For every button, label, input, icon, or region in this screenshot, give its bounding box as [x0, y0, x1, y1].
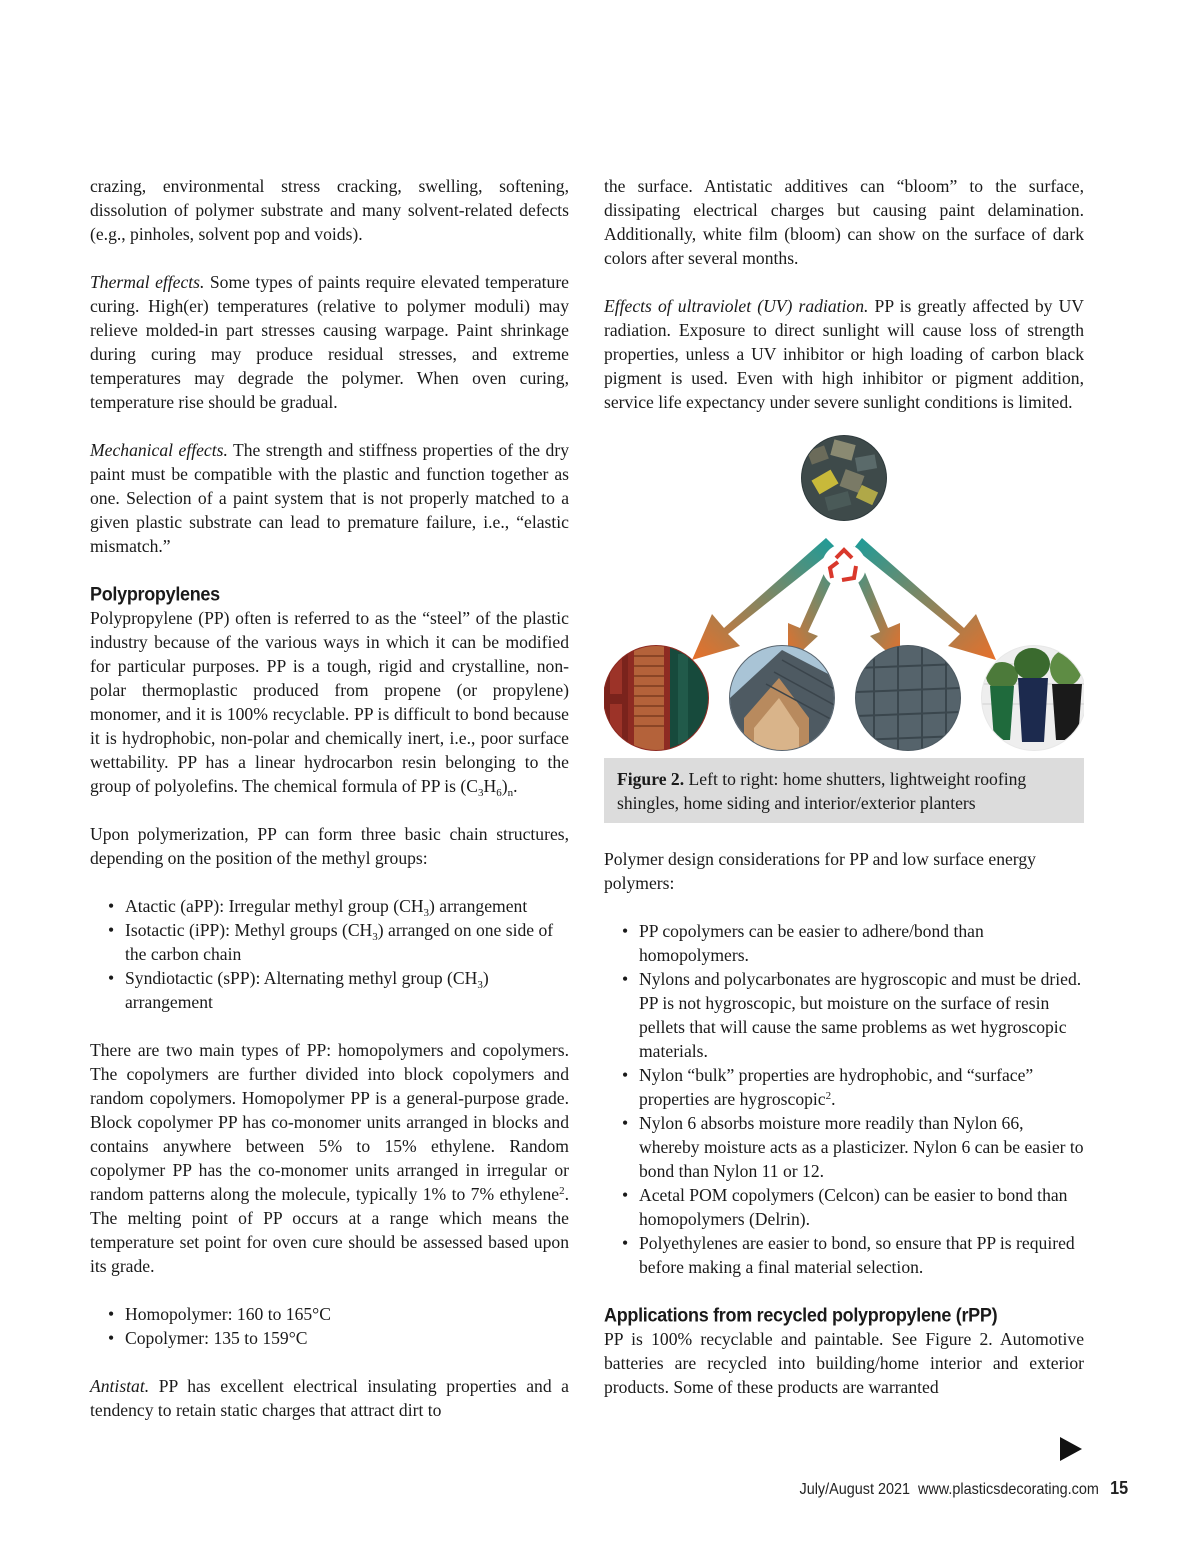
list-item [125, 918, 569, 966]
uv-effects-paragraph [604, 294, 1084, 414]
formula-sub-n: n [507, 787, 514, 799]
continue-arrow-icon[interactable] [1058, 1435, 1084, 1463]
list-item: • Homopolymer: 160 to 165°C [125, 1302, 569, 1326]
figure-caption-text: Left to right: home shutters, lightweight roofing shingles, home siding and interior/exterior planters [617, 769, 1027, 813]
list-item: • Copolymer: 135 to 159°C [125, 1326, 569, 1350]
siding-texture [856, 646, 960, 750]
figure-caption [604, 758, 1084, 823]
list-item-text: ) arrangement [125, 968, 489, 1012]
rpp-heading: Applications from recycled polypropylene (rPP) [604, 1304, 998, 1326]
list-item-sub: 3 [477, 979, 483, 991]
uv-effects-body: PP is greatly affected by UV radiation. Exposure to direct sunlight will cause loss of strength properties, unless a UV inhibitor or high loading of carbon black pigment is used. Even with high inhibitor or pigment addition, service life expectancy under severe sunlight conditions is limited. [604, 296, 1084, 412]
antistat-continued-paragraph: the surface. Antistatic additives can “bloom” to the surface, dissipating electrical charges but causing paint delamination. Additionally, white film (bloom) can show on the surface of dark colors after several months. [604, 176, 1084, 268]
mechanical-effects-paragraph [90, 438, 569, 558]
chain-structure-list [90, 894, 569, 1014]
formula-sub-c: 3 [477, 787, 484, 799]
list-item-text-end: . [831, 1089, 836, 1109]
melting-point-list [90, 1302, 569, 1350]
recycling-diagram [604, 428, 1084, 758]
pp-types-paragraph [90, 1038, 569, 1278]
thermal-effects-lead: Thermal effects. [90, 272, 205, 292]
polymerization-paragraph: Upon polymerization, PP can form three basic chain structures, depending on the position of the methyl groups: [90, 824, 569, 868]
list-item [125, 966, 569, 1014]
rpp-paragraph: PP is 100% recyclable and paintable. See Figure 2. Automotive batteries are recycled into building/home interior and exterior products. Some of these products are warranted [604, 1329, 1084, 1397]
antistat-lead: Antistat. [90, 1376, 150, 1396]
design-considerations-list [604, 919, 1084, 1279]
left-column [90, 174, 569, 1446]
reference-sup: 2 [825, 1090, 832, 1102]
figure-label: Figure 2. [617, 769, 685, 789]
formula-sub-h: 6 [496, 787, 502, 799]
pp-types-text: There are two main types of PP: homopolymers and copolymers. The copolymers are further divided into block copolymers and random copolymers. Homopolymer PP is a general-purpose grade. Block copolymer PP has co-monomer units arranged in blocks and contains anywhere between 5% to 15% ethylene. Random copolymer PP has the co-monomer units arranged in irregular or random patterns along the molecule, typically 1% to 7% ethylene [90, 1040, 569, 1204]
website-link[interactable]: www.plasticsdecorating.com [917, 1481, 1099, 1498]
batteries-texture [802, 436, 886, 520]
list-item-text: Atactic (aPP): Irregular methyl group (CH [125, 896, 424, 916]
page-number: 15 [1109, 1478, 1128, 1498]
list-item: • PP copolymers can be easier to adhere/bond than homopolymers. [639, 919, 1084, 967]
list-item: • Acetal POM copolymers (Celcon) can be easier to bond than homopolymers (Delrin). [639, 1183, 1084, 1231]
list-item-sub: 3 [372, 931, 378, 943]
pp-types-text-end: . The melting point of PP occurs at a range which means the temperature set point for oven cure should be assessed based upon its grade. [90, 1184, 569, 1276]
list-item: • Nylon 6 absorbs moisture more readily than Nylon 66, whereby moisture acts as a plasticizer. Nylon 6 can be easier to bond than Nylon 11 or 12. [639, 1111, 1084, 1183]
list-item [639, 1063, 1084, 1111]
list-item-text: Isotactic (iPP): Methyl groups (CH [125, 920, 373, 940]
formula-h: H [483, 776, 497, 796]
formula-close: ) [501, 776, 508, 796]
thermal-effects-paragraph [90, 270, 569, 414]
antistat-body: PP has excellent electrical insulating properties and a tendency to retain static charges that attract dirt to [90, 1376, 569, 1420]
page-footer [799, 1478, 1128, 1499]
issue-date: July/August 2021 [799, 1481, 910, 1498]
list-item-sub: 3 [423, 907, 430, 919]
list-item-text: Nylon “bulk” properties are hydrophobic, and “surface” properties are hygroscopic [639, 1065, 1034, 1109]
thermal-effects-body: Some types of paints require elevated temperature curing. High(er) temperatures (relative to polymer moduli) may relieve molded-in part stresses causing warpage. Paint shrinkage during curing may produce residual stresses, and extreme temperatures may degrade the polymer. When oven curing, temperature rise should be gradual. [90, 272, 569, 412]
list-item [125, 894, 569, 918]
recycling-figure [604, 428, 1084, 758]
list-item-text: Syndiotactic (sPP): Alternating methyl group (CH [125, 968, 478, 988]
antistat-paragraph [90, 1374, 569, 1422]
right-column [604, 174, 1084, 1423]
pp-intro-text: Polypropylene (PP) often is referred to as the “steel” of the plastic industry because of the various ways in which it can be modified for particular purposes. PP is a tough, rigid and crystalline, non-polar thermoplastic produced from propene (or propylene) monomer, and it is 100% recyclable. PP is difficult to bond because it is hydrophobic, non-polar and chemically inert, i.e., poor surface wettability. PP has a linear hydrocarbon resin belonging to the group of polyolefins. The chemical formula of PP is (C [90, 608, 569, 796]
reference-sup: 2 [559, 1185, 565, 1197]
planters-texture [982, 646, 1084, 750]
formula-end: . [513, 776, 518, 796]
pp-intro-paragraph [90, 606, 569, 798]
intro-paragraph: crazing, environmental stress cracking, swelling, softening, dissolution of polymer substrate and many solvent-related defects (e.g., pinholes, solvent pop and voids). [90, 176, 569, 244]
list-item-text: ) arranged on one side of the carbon chain [125, 920, 554, 964]
mechanical-effects-lead: Mechanical effects. [90, 440, 228, 460]
list-item: • Nylons and polycarbonates are hygroscopic and must be dried. PP is not hygroscopic, but moisture on the surface of resin pellets that will cause the same problems as wet hygroscopic materials. [639, 967, 1084, 1063]
list-item-text: ) arrangement [429, 896, 528, 916]
design-intro-paragraph: Polymer design considerations for PP and low surface energy polymers: [604, 849, 1036, 893]
polypropylenes-heading: Polypropylenes [90, 583, 220, 605]
list-item: • Polyethylenes are easier to bond, so ensure that PP is required before making a final material selection. [639, 1231, 1084, 1279]
uv-effects-lead: Effects of ultraviolet (UV) radiation. [604, 296, 869, 316]
mechanical-effects-body: The strength and stiffness properties of the dry paint must be compatible with the plastic and function together as one. Selection of a paint system that is not properly matched to a given plastic substrate can lead to premature failure, i.e., “elastic mismatch.” [90, 440, 569, 556]
